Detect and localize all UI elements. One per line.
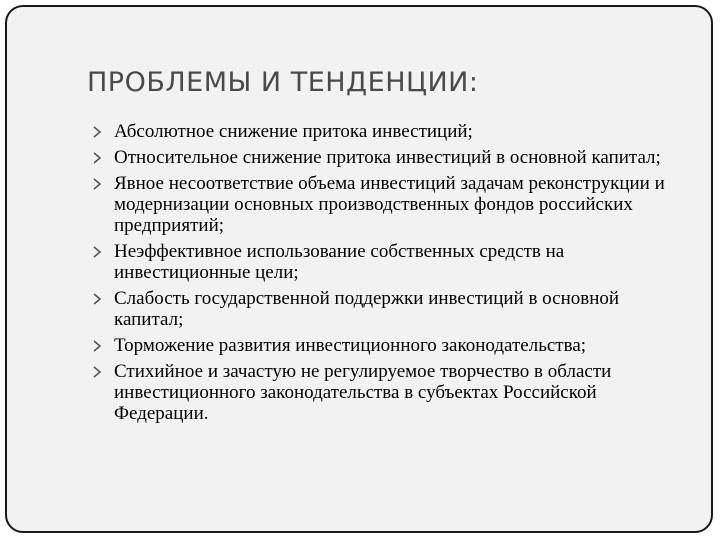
list-item-text: Торможение развития инвестиционного законодательства; xyxy=(114,335,587,356)
bullet-list xyxy=(92,121,692,429)
chevron-right-icon xyxy=(92,177,102,191)
list-item-text: Относительное снижение притока инвестиций в основной капитал; xyxy=(114,147,661,168)
list-item-text: Слабость государственной поддержки инвестиций в основной капитал; xyxy=(114,288,620,330)
slide-title: ПРОБЛЕМЫ И ТЕНДЕНЦИИ: xyxy=(87,67,479,98)
list-item xyxy=(92,147,692,168)
list-item-text: Явное несоответствие объема инвестиций задачам реконструкции и модернизации основных производственных фондов российских предприятий; xyxy=(114,173,665,236)
chevron-right-icon xyxy=(92,292,102,306)
chevron-right-icon xyxy=(92,339,102,353)
list-item xyxy=(92,288,692,330)
chevron-right-icon xyxy=(92,365,102,379)
list-item xyxy=(92,335,692,356)
list-item-text: Абсолютное снижение притока инвестиций; xyxy=(114,121,473,142)
list-item xyxy=(92,241,692,283)
chevron-right-icon xyxy=(92,125,102,139)
list-item xyxy=(92,173,692,236)
list-item-text: Стихийное и зачастую не регулируемое творчество в области инвестиционного законодательства в субъектах Российской Федерации. xyxy=(114,361,612,424)
chevron-right-icon xyxy=(92,151,102,165)
chevron-right-icon xyxy=(92,245,102,259)
list-item xyxy=(92,361,692,424)
slide-frame xyxy=(5,5,713,533)
list-item xyxy=(92,121,692,142)
list-item-text: Неэффективное использование собственных средств на инвестиционные цели; xyxy=(114,241,565,283)
